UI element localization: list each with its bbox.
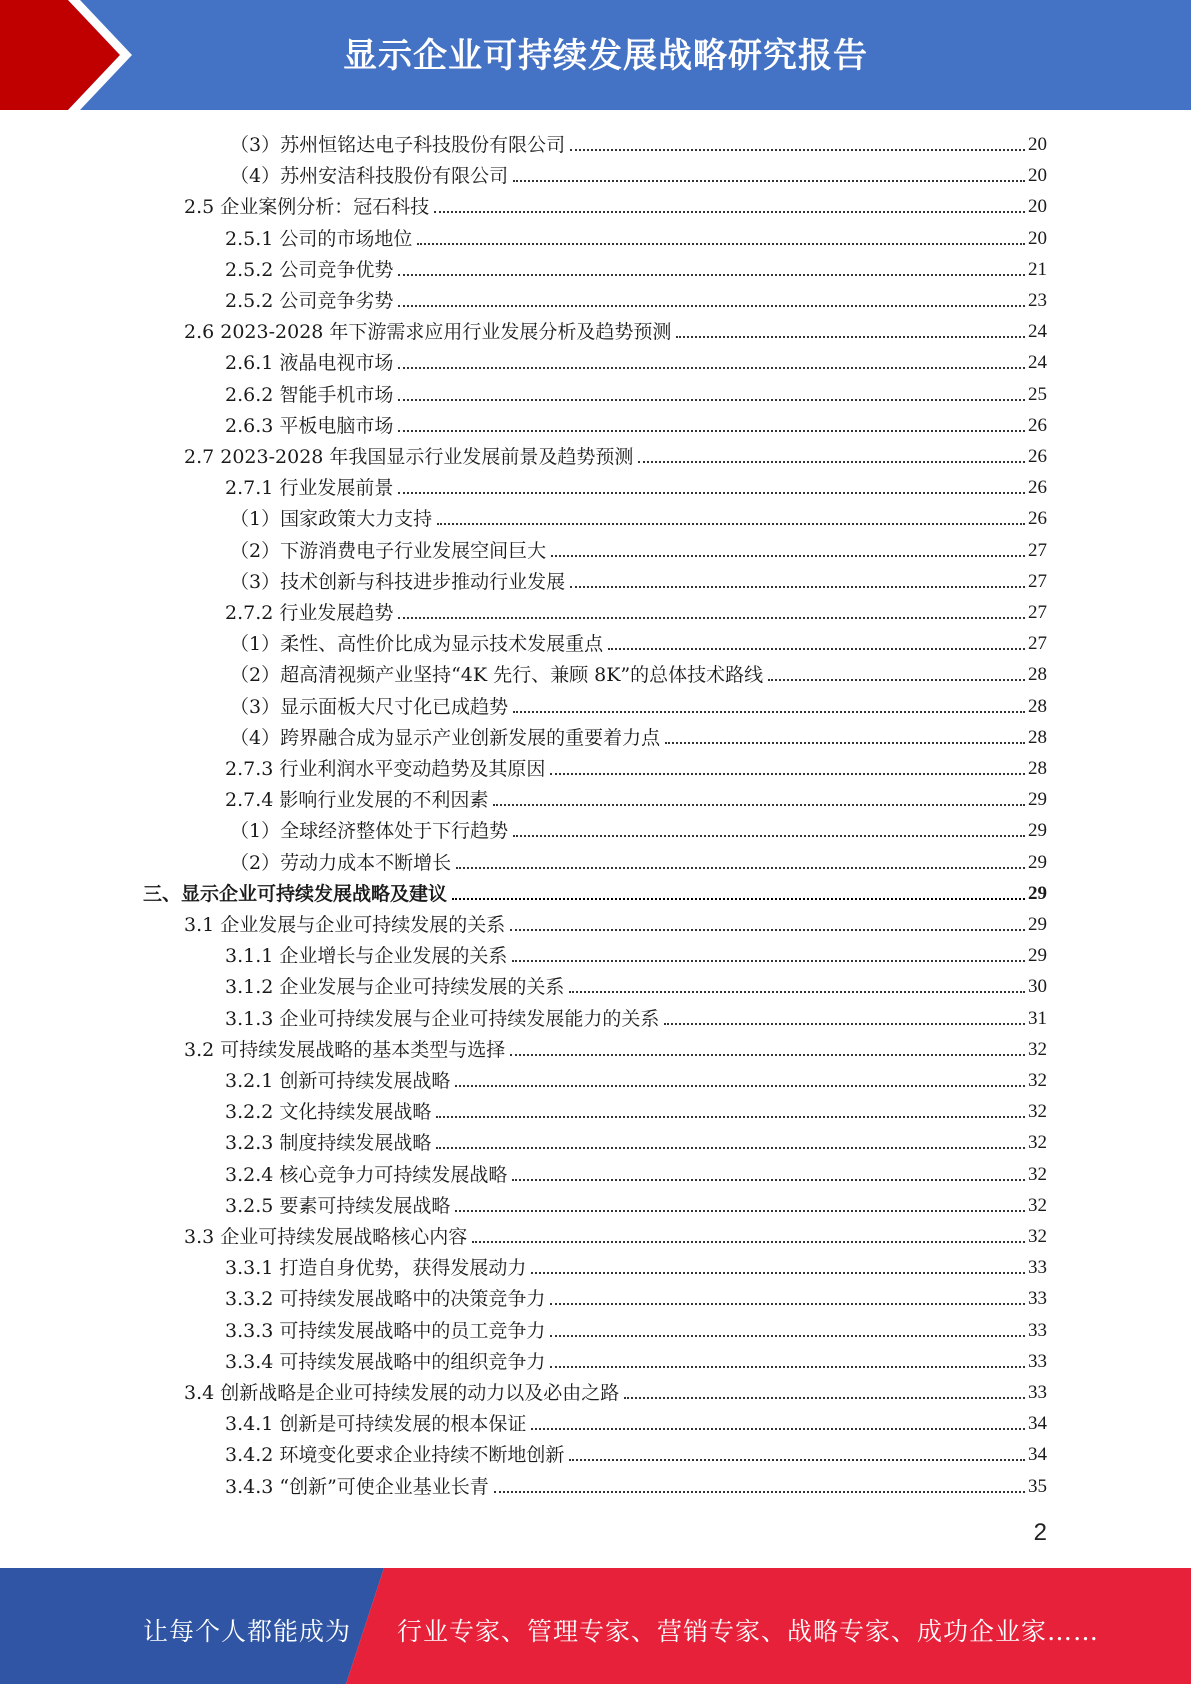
toc-leader-dots <box>436 1116 1025 1118</box>
footer-slogan-right: 行业专家、管理专家、营销专家、战略专家、成功企业家…… <box>397 1617 1100 1646</box>
toc-leader-dots <box>551 555 1025 557</box>
toc-entry[interactable] <box>184 438 1047 469</box>
toc-leader-dots <box>398 430 1025 432</box>
toc-entry-label: （2）劳动力成本不断增长 <box>230 852 452 874</box>
toc-entry-label: 3.3 企业可持续发展战略核心内容 <box>184 1226 468 1248</box>
toc-entry-page: 32 <box>1028 1039 1047 1060</box>
toc-entry[interactable] <box>225 282 1047 313</box>
toc-entry[interactable] <box>184 906 1047 937</box>
toc-entry-page: 31 <box>1028 1008 1047 1029</box>
toc-entry-page: 26 <box>1028 415 1047 436</box>
toc-leader-dots <box>398 492 1025 494</box>
toc-entry-page: 28 <box>1028 664 1047 685</box>
toc-leader-dots <box>569 991 1025 993</box>
toc-entry-page: 35 <box>1028 1476 1047 1497</box>
toc-leader-dots <box>510 929 1025 931</box>
toc-entry-page: 24 <box>1028 352 1047 373</box>
toc-entry[interactable] <box>225 750 1047 781</box>
toc-entry-label: （3）显示面板大尺寸化已成趋势 <box>230 696 509 718</box>
toc-entry[interactable] <box>230 688 1047 719</box>
toc-leader-dots <box>513 835 1025 837</box>
toc-leader-dots <box>638 461 1025 463</box>
toc-leader-dots <box>417 243 1025 245</box>
toc-entry-page: 32 <box>1028 1132 1047 1153</box>
toc-entry-page: 26 <box>1028 446 1047 467</box>
toc-entry[interactable] <box>184 1374 1047 1405</box>
toc-leader-dots <box>437 523 1025 525</box>
toc-entry-label: （2）超高清视频产业坚持“4K 先行、兼顾 8K”的总体技术路线 <box>230 664 764 686</box>
toc-entry-label: （2）下游消费电子行业发展空间巨大 <box>230 540 547 562</box>
toc-entry[interactable] <box>225 1249 1047 1280</box>
toc-entry-label: 3.4.2 环境变化要求企业持续不断地创新 <box>225 1444 565 1466</box>
toc-entry-label: （3）技术创新与科技进步推动行业发展 <box>230 571 566 593</box>
toc-entry[interactable] <box>230 812 1047 843</box>
toc-entry-page: 34 <box>1028 1413 1047 1434</box>
toc-leader-dots <box>570 586 1025 588</box>
toc-entry-label: 2.5.1 公司的市场地位 <box>225 228 413 250</box>
toc-entry[interactable] <box>230 563 1047 594</box>
toc-entry-page: 32 <box>1028 1101 1047 1122</box>
toc-leader-dots <box>456 867 1025 869</box>
toc-leader-dots <box>494 1491 1025 1493</box>
toc-entry-label: 3.2 可持续发展战略的基本类型与选择 <box>184 1039 506 1061</box>
toc-entry-page: 21 <box>1028 259 1047 280</box>
toc-leader-dots <box>513 711 1025 713</box>
toc-entry-page: 28 <box>1028 758 1047 779</box>
toc-entry-label: 3.1 企业发展与企业可持续发展的关系 <box>184 914 506 936</box>
toc-leader-dots <box>493 804 1025 806</box>
toc-entry-page: 20 <box>1028 196 1047 217</box>
toc-entry-page: 32 <box>1028 1195 1047 1216</box>
toc-entry-page: 28 <box>1028 727 1047 748</box>
toc-entry[interactable] <box>225 1436 1047 1467</box>
toc-entry-page: 33 <box>1028 1320 1047 1341</box>
toc-entry-page: 32 <box>1028 1070 1047 1091</box>
toc-entry[interactable] <box>225 407 1047 438</box>
toc-entry-label: 2.7.4 影响行业发展的不利因素 <box>225 789 489 811</box>
toc-leader-dots <box>531 1428 1025 1430</box>
toc-entry[interactable] <box>230 625 1047 656</box>
report-header <box>0 0 1191 110</box>
toc-entry-label: 3.4 创新战略是企业可持续发展的动力以及必由之路 <box>184 1382 620 1404</box>
toc-entry-label: 2.6 2023-2028 年下游需求应用行业发展分析及趋势预测 <box>184 321 672 343</box>
toc-entry-label: 3.4.3 “创新”可使企业基业长青 <box>225 1476 489 1498</box>
toc-entry[interactable] <box>143 875 1047 906</box>
toc-entry[interactable] <box>225 968 1047 999</box>
toc-entry-label: （1）全球经济整体处于下行趋势 <box>230 820 509 842</box>
toc-entry-label: 2.6.1 液晶电视市场 <box>225 352 394 374</box>
toc-leader-dots <box>676 336 1025 338</box>
toc-entry-page: 27 <box>1028 540 1047 561</box>
toc-leader-dots <box>608 648 1025 650</box>
toc-entry-page: 27 <box>1028 602 1047 623</box>
toc-leader-dots <box>436 1147 1025 1149</box>
toc-leader-dots <box>398 274 1025 276</box>
toc-entry[interactable] <box>225 1343 1047 1374</box>
toc-entry-label: 3.2.3 制度持续发展战略 <box>225 1132 432 1154</box>
toc-entry-label: 3.2.4 核心竞争力可持续发展战略 <box>225 1164 508 1186</box>
toc-leader-dots <box>472 1241 1025 1243</box>
toc-entry[interactable] <box>225 781 1047 812</box>
toc-entry-page: 33 <box>1028 1351 1047 1372</box>
toc-entry-label: 2.6.3 平板电脑市场 <box>225 415 394 437</box>
toc-entry-page: 26 <box>1028 508 1047 529</box>
toc-leader-dots <box>550 1335 1025 1337</box>
toc-entry-page: 34 <box>1028 1444 1047 1465</box>
toc-entry-page: 27 <box>1028 571 1047 592</box>
toc-entry-label: 3.3.4 可持续发展战略中的组织竞争力 <box>225 1351 546 1373</box>
toc-entry-page: 32 <box>1028 1226 1047 1247</box>
toc-entry-page: 29 <box>1028 883 1047 904</box>
toc-entry-label: 3.2.2 文化持续发展战略 <box>225 1101 432 1123</box>
toc-entry[interactable] <box>230 500 1047 531</box>
toc-entry-page: 20 <box>1028 134 1047 155</box>
toc-entry-page: 26 <box>1028 477 1047 498</box>
toc-entry-page: 30 <box>1028 976 1047 997</box>
toc-leader-dots <box>768 679 1025 681</box>
footer-slogan-left: 让每个人都能成为 <box>143 1617 352 1646</box>
toc-entry[interactable] <box>225 937 1047 968</box>
toc-entry-page: 23 <box>1028 290 1047 311</box>
toc-entry[interactable] <box>230 844 1047 875</box>
toc-leader-dots <box>510 1054 1025 1056</box>
toc-leader-dots <box>570 149 1025 151</box>
toc-entry-label: （1）国家政策大力支持 <box>230 508 433 530</box>
toc-entry[interactable] <box>184 1031 1047 1062</box>
toc-entry[interactable] <box>184 313 1047 344</box>
toc-entry-label: 3.1.3 企业可持续发展与企业可持续发展能力的关系 <box>225 1008 660 1030</box>
toc-leader-dots <box>512 960 1025 962</box>
report-title: 显示企业可持续发展战略研究报告 <box>343 36 868 76</box>
toc-entry-label: （3）苏州恒铭达电子科技股份有限公司 <box>230 134 566 156</box>
toc-entry[interactable] <box>225 594 1047 625</box>
toc-entry-label: 2.5.2 公司竞争优势 <box>225 259 394 281</box>
toc-entry-page: 29 <box>1028 789 1047 810</box>
toc-entry-page: 20 <box>1028 165 1047 186</box>
toc-entry-label: 3.3.2 可持续发展战略中的决策竞争力 <box>225 1288 546 1310</box>
toc-entry[interactable] <box>230 719 1047 750</box>
toc-entry-label: （4）跨界融合成为显示产业创新发展的重要着力点 <box>230 727 661 749</box>
toc-entry[interactable] <box>225 469 1047 500</box>
toc-entry[interactable] <box>225 376 1047 407</box>
toc-leader-dots <box>624 1397 1025 1399</box>
toc-entry[interactable] <box>225 1312 1047 1343</box>
toc-entry[interactable] <box>230 656 1047 687</box>
toc-entry[interactable] <box>225 1062 1047 1093</box>
toc-leader-dots <box>665 742 1025 744</box>
toc-leader-dots <box>434 211 1025 213</box>
toc-entry[interactable] <box>184 1218 1047 1249</box>
toc-entry-label: 3.3.3 可持续发展战略中的员工竞争力 <box>225 1320 546 1342</box>
toc-entry-page: 29 <box>1028 820 1047 841</box>
toc-leader-dots <box>550 773 1025 775</box>
footer-banner <box>0 1568 1191 1684</box>
toc-entry-page: 33 <box>1028 1382 1047 1403</box>
toc-entry-page: 29 <box>1028 852 1047 873</box>
toc-entry-label: 3.1.1 企业增长与企业发展的关系 <box>225 945 508 967</box>
toc-entry-page: 29 <box>1028 945 1047 966</box>
toc-entry-page: 28 <box>1028 696 1047 717</box>
toc-leader-dots <box>398 399 1025 401</box>
toc-entry-page: 29 <box>1028 914 1047 935</box>
toc-entry-label: 2.7 2023-2028 年我国显示行业发展前景及趋势预测 <box>184 446 634 468</box>
toc-entry-label: 2.7.2 行业发展趋势 <box>225 602 394 624</box>
toc-entry-label: 三、显示企业可持续发展战略及建议 <box>143 883 448 905</box>
toc-entry-label: 3.1.2 企业发展与企业可持续发展的关系 <box>225 976 565 998</box>
toc-entry-page: 27 <box>1028 633 1047 654</box>
toc-entry[interactable] <box>225 344 1047 375</box>
toc-entry[interactable] <box>230 532 1047 563</box>
toc-entry[interactable] <box>225 1156 1047 1187</box>
toc-entry-label: 3.4.1 创新是可持续发展的根本保证 <box>225 1413 527 1435</box>
toc-entry-label: （1）柔性、高性价比成为显示技术发展重点 <box>230 633 604 655</box>
toc-leader-dots <box>569 1459 1025 1461</box>
toc-entry[interactable] <box>225 1000 1047 1031</box>
toc-entry-label: 3.2.5 要素可持续发展战略 <box>225 1195 451 1217</box>
toc-entry[interactable] <box>225 1280 1047 1311</box>
toc-leader-dots <box>398 305 1025 307</box>
toc-leader-dots <box>513 180 1025 182</box>
toc-entry-page: 33 <box>1028 1288 1047 1309</box>
toc-entry-label: 2.7.3 行业利润水平变动趋势及其原因 <box>225 758 546 780</box>
toc-entry-label: 2.7.1 行业发展前景 <box>225 477 394 499</box>
toc-leader-dots <box>512 1179 1025 1181</box>
toc-leader-dots <box>455 1210 1025 1212</box>
toc-entry[interactable] <box>225 220 1047 251</box>
toc-entry[interactable] <box>184 188 1047 219</box>
toc-leader-dots <box>452 898 1025 900</box>
toc-entry-page: 25 <box>1028 384 1047 405</box>
toc-entry-page: 33 <box>1028 1257 1047 1278</box>
toc-leader-dots <box>664 1023 1025 1025</box>
toc-entry[interactable] <box>230 126 1047 157</box>
toc-entry-page: 20 <box>1028 228 1047 249</box>
toc-entry-label: 2.5 企业案例分析：冠石科技 <box>184 196 430 218</box>
toc-entry-page: 32 <box>1028 1164 1047 1185</box>
toc-leader-dots <box>398 367 1025 369</box>
page-number: 2 <box>1033 1519 1047 1546</box>
toc-entry[interactable] <box>230 157 1047 188</box>
toc-entry-label: （4）苏州安洁科技股份有限公司 <box>230 165 509 187</box>
toc-entry-label: 3.3.1 打造自身优势，获得发展动力 <box>225 1257 527 1279</box>
toc-leader-dots <box>398 617 1025 619</box>
toc-leader-dots <box>550 1303 1025 1305</box>
toc-leader-dots <box>550 1366 1025 1368</box>
toc-entry[interactable] <box>225 1187 1047 1218</box>
toc-leader-dots <box>531 1272 1025 1274</box>
toc-entry-label: 3.2.1 创新可持续发展战略 <box>225 1070 451 1092</box>
toc-entry[interactable] <box>225 1093 1047 1124</box>
toc-entry-label: 2.5.2 公司竞争劣势 <box>225 290 394 312</box>
toc-entry-label: 2.6.2 智能手机市场 <box>225 384 394 406</box>
toc-entry[interactable] <box>225 1468 1047 1499</box>
toc-entry[interactable] <box>225 1405 1047 1436</box>
toc-entry-page: 24 <box>1028 321 1047 342</box>
toc-entry[interactable] <box>225 251 1047 282</box>
toc-entry[interactable] <box>225 1124 1047 1155</box>
toc-leader-dots <box>455 1085 1025 1087</box>
